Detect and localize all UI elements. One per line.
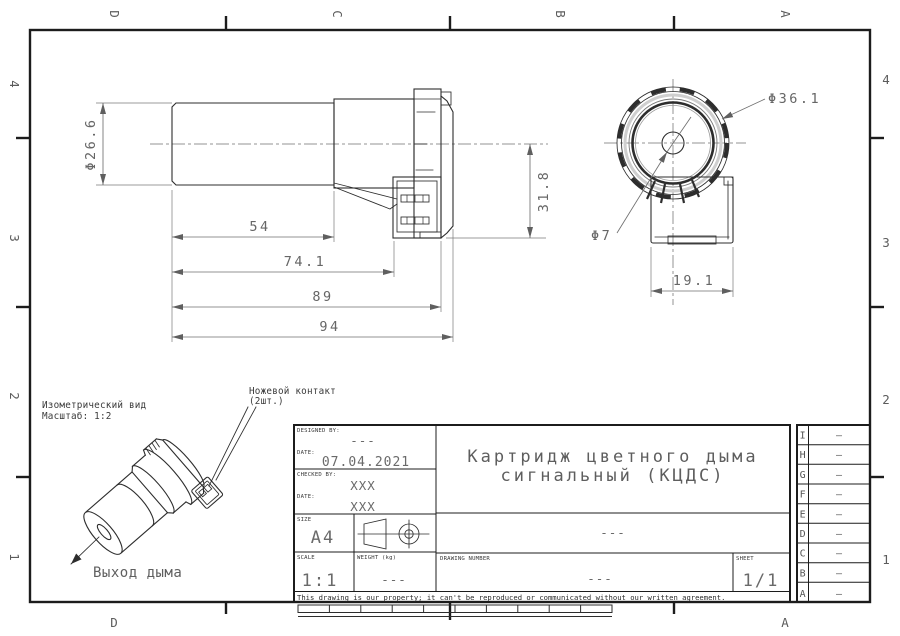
projection-symbol-icon xyxy=(358,519,429,549)
zone-right-3: 3 xyxy=(882,235,890,250)
date-designed-value: 07.04.2021 xyxy=(321,455,411,470)
drawing-title-line1: Картридж цветного дыма xyxy=(467,447,759,467)
revision-row xyxy=(800,589,843,600)
revision-row xyxy=(800,568,843,579)
size-value: A4 xyxy=(310,528,336,548)
connector-side xyxy=(393,177,441,238)
side-view xyxy=(83,89,552,342)
revision-row xyxy=(800,431,843,442)
revision-row xyxy=(800,490,843,501)
contact-wedge xyxy=(334,183,397,209)
front-extension-lines xyxy=(651,247,733,297)
date-checked-value: XXX xyxy=(350,499,376,514)
cap-ribs xyxy=(414,99,441,170)
knife-contact-callout-line2: (2шт.) xyxy=(249,396,284,407)
extra-value: --- xyxy=(600,525,626,540)
revision-letter: F xyxy=(799,489,806,501)
zone-left-4: 4 xyxy=(7,80,22,88)
sheet-value: 1/1 xyxy=(742,571,780,591)
dim-cap-diameter: Φ36.1 xyxy=(768,91,822,107)
zone-right-2: 2 xyxy=(882,392,890,407)
date-checked-label: DATE: xyxy=(297,494,315,500)
smoke-exit-arrow xyxy=(71,537,99,564)
revision-row xyxy=(800,509,843,520)
zone-top-b: B xyxy=(553,10,568,18)
disclaimer-text: This drawing is our property; it can't be reproduced or communicated without our written agreement. xyxy=(297,593,726,602)
revision-rows xyxy=(800,431,843,600)
revision-row-lines xyxy=(797,445,870,583)
revision-value: – xyxy=(835,430,843,442)
sheet-label: SHEET xyxy=(736,556,754,562)
iso-caption-line1: Изометрический вид xyxy=(42,400,147,411)
weight-label: WEIGHT (kg) xyxy=(357,555,397,561)
date-designed-label: DATE: xyxy=(297,450,315,456)
dim-length-74-1: 74.1 xyxy=(283,254,327,270)
revision-value: – xyxy=(835,489,843,501)
revision-letter: E xyxy=(799,509,806,521)
revision-value: – xyxy=(835,469,843,481)
title-block xyxy=(294,425,790,602)
revision-row xyxy=(800,470,843,481)
revision-row xyxy=(800,549,843,560)
zone-bottom-a: A xyxy=(781,615,789,630)
designed-by-label: DESIGNED BY: xyxy=(297,428,340,434)
dim-length-89: 89 xyxy=(312,289,334,305)
revision-value: – xyxy=(835,588,843,600)
scale-value: 1:1 xyxy=(301,571,339,591)
cap-flange xyxy=(441,96,453,238)
revision-letter: B xyxy=(799,568,806,580)
cartridge-mid-section xyxy=(334,99,414,188)
side-extension-lines xyxy=(96,103,546,342)
revision-value: – xyxy=(835,529,843,540)
iso-connector xyxy=(191,477,223,510)
dim-hole-diameter: Φ7 xyxy=(591,228,613,244)
zone-bottom-d: D xyxy=(110,615,118,630)
smoke-exit-label: Выход дыма xyxy=(93,565,183,581)
checked-by-value: XXX xyxy=(350,478,376,493)
revision-letter: A xyxy=(799,588,806,600)
zone-right-1: 1 xyxy=(882,552,890,567)
dim-connector-height: 31.8 xyxy=(536,169,552,213)
designed-by-value: --- xyxy=(350,433,376,448)
revision-table xyxy=(797,425,870,602)
revision-value: – xyxy=(835,450,843,462)
front-view xyxy=(591,79,821,305)
revision-value: – xyxy=(835,548,843,560)
drawing-title-line2: сигнальный (КЦДС) xyxy=(500,466,726,486)
revision-value: – xyxy=(835,509,843,521)
dim-length-54: 54 xyxy=(249,219,271,235)
callout-leaders xyxy=(209,407,256,486)
isometric-view xyxy=(42,386,336,581)
revision-row xyxy=(800,529,843,540)
knife-contact-callout-line1: Ножевой контакт xyxy=(249,386,336,397)
revision-row xyxy=(800,450,843,461)
cap-top-tab xyxy=(441,92,451,105)
dim-connector-width: 19.1 xyxy=(672,273,716,289)
zone-left-1: 1 xyxy=(7,553,22,561)
drawing-number-value: --- xyxy=(587,571,613,586)
revision-letter: I xyxy=(799,430,806,442)
revision-value: – xyxy=(835,568,843,580)
zone-top-d: D xyxy=(107,10,122,18)
drawing-number-label: DRAWING NUMBER xyxy=(440,556,490,562)
scale-label: SCALE xyxy=(297,555,315,561)
iso-cartridge xyxy=(72,430,223,577)
revision-letter: G xyxy=(799,469,806,481)
zone-right-4: 4 xyxy=(882,72,890,87)
revision-letter: H xyxy=(799,450,806,462)
weight-value: --- xyxy=(381,572,407,587)
zone-top-c: C xyxy=(330,10,345,18)
zone-left-3: 3 xyxy=(7,234,22,242)
zone-top-a: A xyxy=(778,10,793,18)
revision-letter: C xyxy=(799,548,806,560)
revision-letter: D xyxy=(799,529,806,540)
dim-length-94: 94 xyxy=(319,319,341,335)
iso-caption-line2: Масштаб: 1:2 xyxy=(42,411,112,422)
checked-by-label: CHECKED BY: xyxy=(297,472,337,478)
zone-left-2: 2 xyxy=(7,392,22,400)
dim-body-diameter: Φ26.6 xyxy=(83,117,99,171)
size-label: SIZE xyxy=(297,517,312,523)
reference-ruler xyxy=(298,605,612,617)
